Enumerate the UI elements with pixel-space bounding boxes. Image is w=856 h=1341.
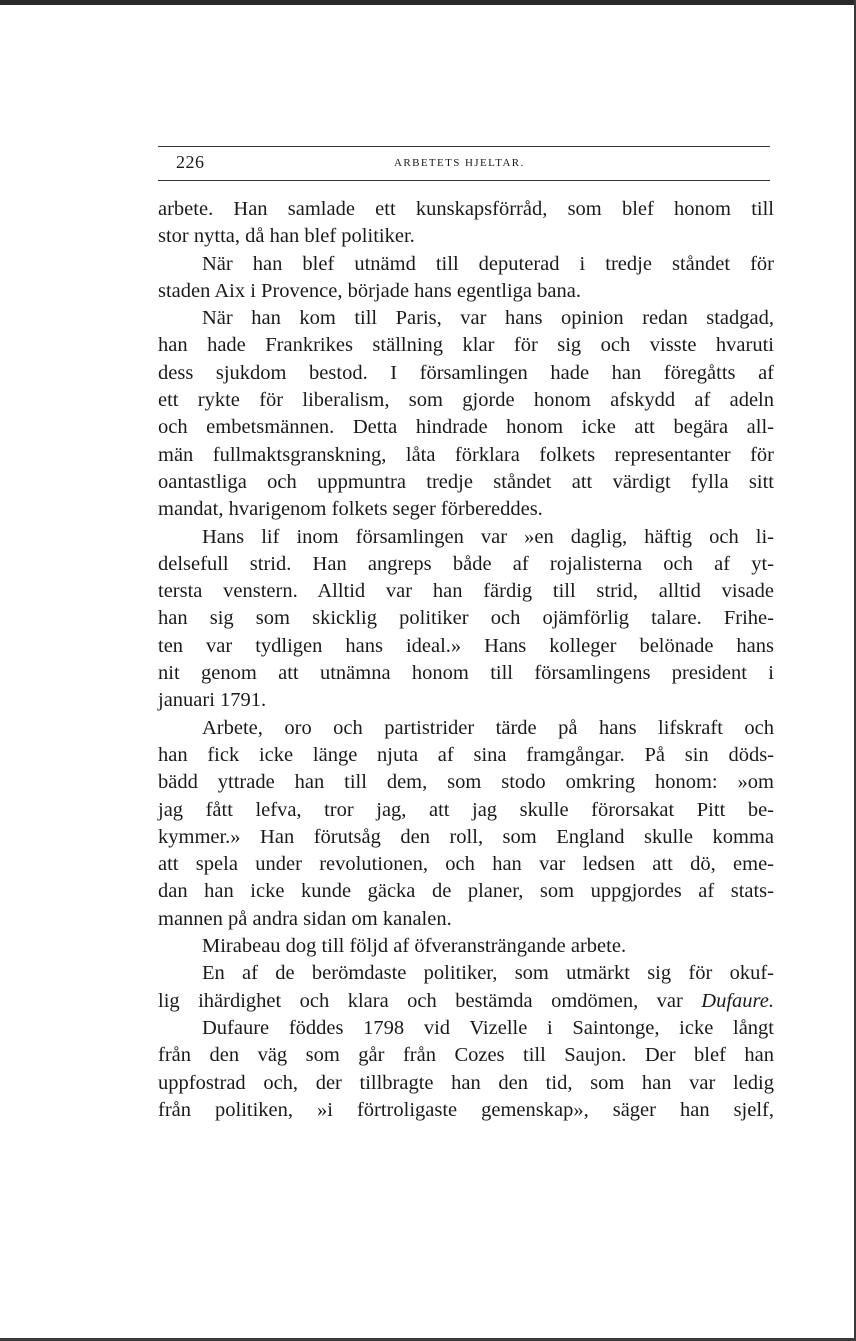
text-line: När han blef utnämd till deputerad i tredje ståndet för xyxy=(202,252,774,275)
text-line: När han kom till Paris, var hans opinion redan stadgad, xyxy=(202,307,774,330)
text-line xyxy=(158,988,774,1015)
text-line: mandat, hvarigenom folkets seger förbereddes. xyxy=(158,498,543,521)
text-line: stor nytta, då han blef politiker. xyxy=(158,225,415,248)
text-line: att spela under revolutionen, och han var ledsen att dö, eme- xyxy=(158,853,774,876)
text-line: Arbete, oro och partistrider tärde på hans lifskraft och xyxy=(202,716,774,739)
text-line: från den väg som går från Cozes till Saujon. Der blef han xyxy=(158,1044,774,1067)
text-line: jag fått lefva, tror jag, att jag skulle förorsakat Pitt be- xyxy=(158,798,774,821)
page-top-edge xyxy=(0,0,856,5)
text-line: han sig som skicklig politiker och ojämförlig talare. Frihe- xyxy=(158,607,774,630)
text-line: staden Aix i Provence, började hans egentliga bana. xyxy=(158,279,581,302)
text-line: han hade Frankrikes ställning klar för sig och visste hvaruti xyxy=(158,334,774,357)
emphasized-name: Dufaure. xyxy=(701,989,774,1012)
header-rule-top xyxy=(158,146,770,147)
header-rule-bottom xyxy=(158,180,770,181)
text-line: ten var tydligen hans ideal.» Hans kolleger belönade hans xyxy=(158,634,774,657)
text-line: mannen på andra sidan om kanalen. xyxy=(158,907,452,930)
text-line: Hans lif inom församlingen var »en daglig, häftig och li- xyxy=(202,525,774,548)
text-line: oantastliga och uppmuntra tredje ståndet att värdigt fylla sitt xyxy=(158,470,774,493)
text-line: nit genom att utnämna honom till församlingens president i xyxy=(158,662,774,685)
text-line: män fullmaktsgranskning, låta förklara folkets representanter för xyxy=(158,443,774,466)
text-line: delsefull strid. Han angreps både af rojalisterna och af yt- xyxy=(158,552,774,575)
text-line-start: lig ihärdighet och klara och bestämda omdömen, var xyxy=(158,989,702,1012)
text-line: dan han icke kunde gäcka de planer, som uppgjordes af stats- xyxy=(158,880,774,903)
text-line: Mirabeau dog till följd af öfveransträngande arbete. xyxy=(202,935,627,958)
text-line: uppfostrad och, der tillbragte han den tid, som han var ledig xyxy=(158,1071,774,1094)
text-line: från politiken, »i förtroligaste gemenskap», säger han sjelf, xyxy=(158,1098,774,1121)
running-title: ARBETETS HJELTAR. xyxy=(394,157,525,169)
text-line: och embetsmännen. Detta hindrade honom icke att begära all- xyxy=(158,416,774,439)
text-line: En af de berömdaste politiker, som utmärkt sig för okuf- xyxy=(202,962,774,985)
text-line: kymmer.» Han förutsåg den roll, som England skulle komma xyxy=(158,825,774,848)
page-number: 226 xyxy=(176,152,205,172)
text-line: han fick icke länge njuta af sina framgångar. På sin döds- xyxy=(158,743,774,766)
text-line: januari 1791. xyxy=(158,689,267,712)
text-line: dess sjukdom bestod. I församlingen hade han föregåtts af xyxy=(158,361,774,384)
body-text xyxy=(158,196,774,1124)
text-line: Dufaure föddes 1798 vid Vizelle i Saintonge, icke långt xyxy=(202,1016,774,1039)
text-line: bädd yttrade han till dem, som stodo omkring honom: »om xyxy=(158,771,774,794)
text-line: arbete. Han samlade ett kunskapsförråd, som blef honom till xyxy=(158,198,774,220)
text-line: tersta venstern. Alltid var han färdig till strid, alltid visade xyxy=(158,580,774,603)
text-line: ett rykte för liberalism, som gjorde honom afskydd af adeln xyxy=(158,389,774,412)
